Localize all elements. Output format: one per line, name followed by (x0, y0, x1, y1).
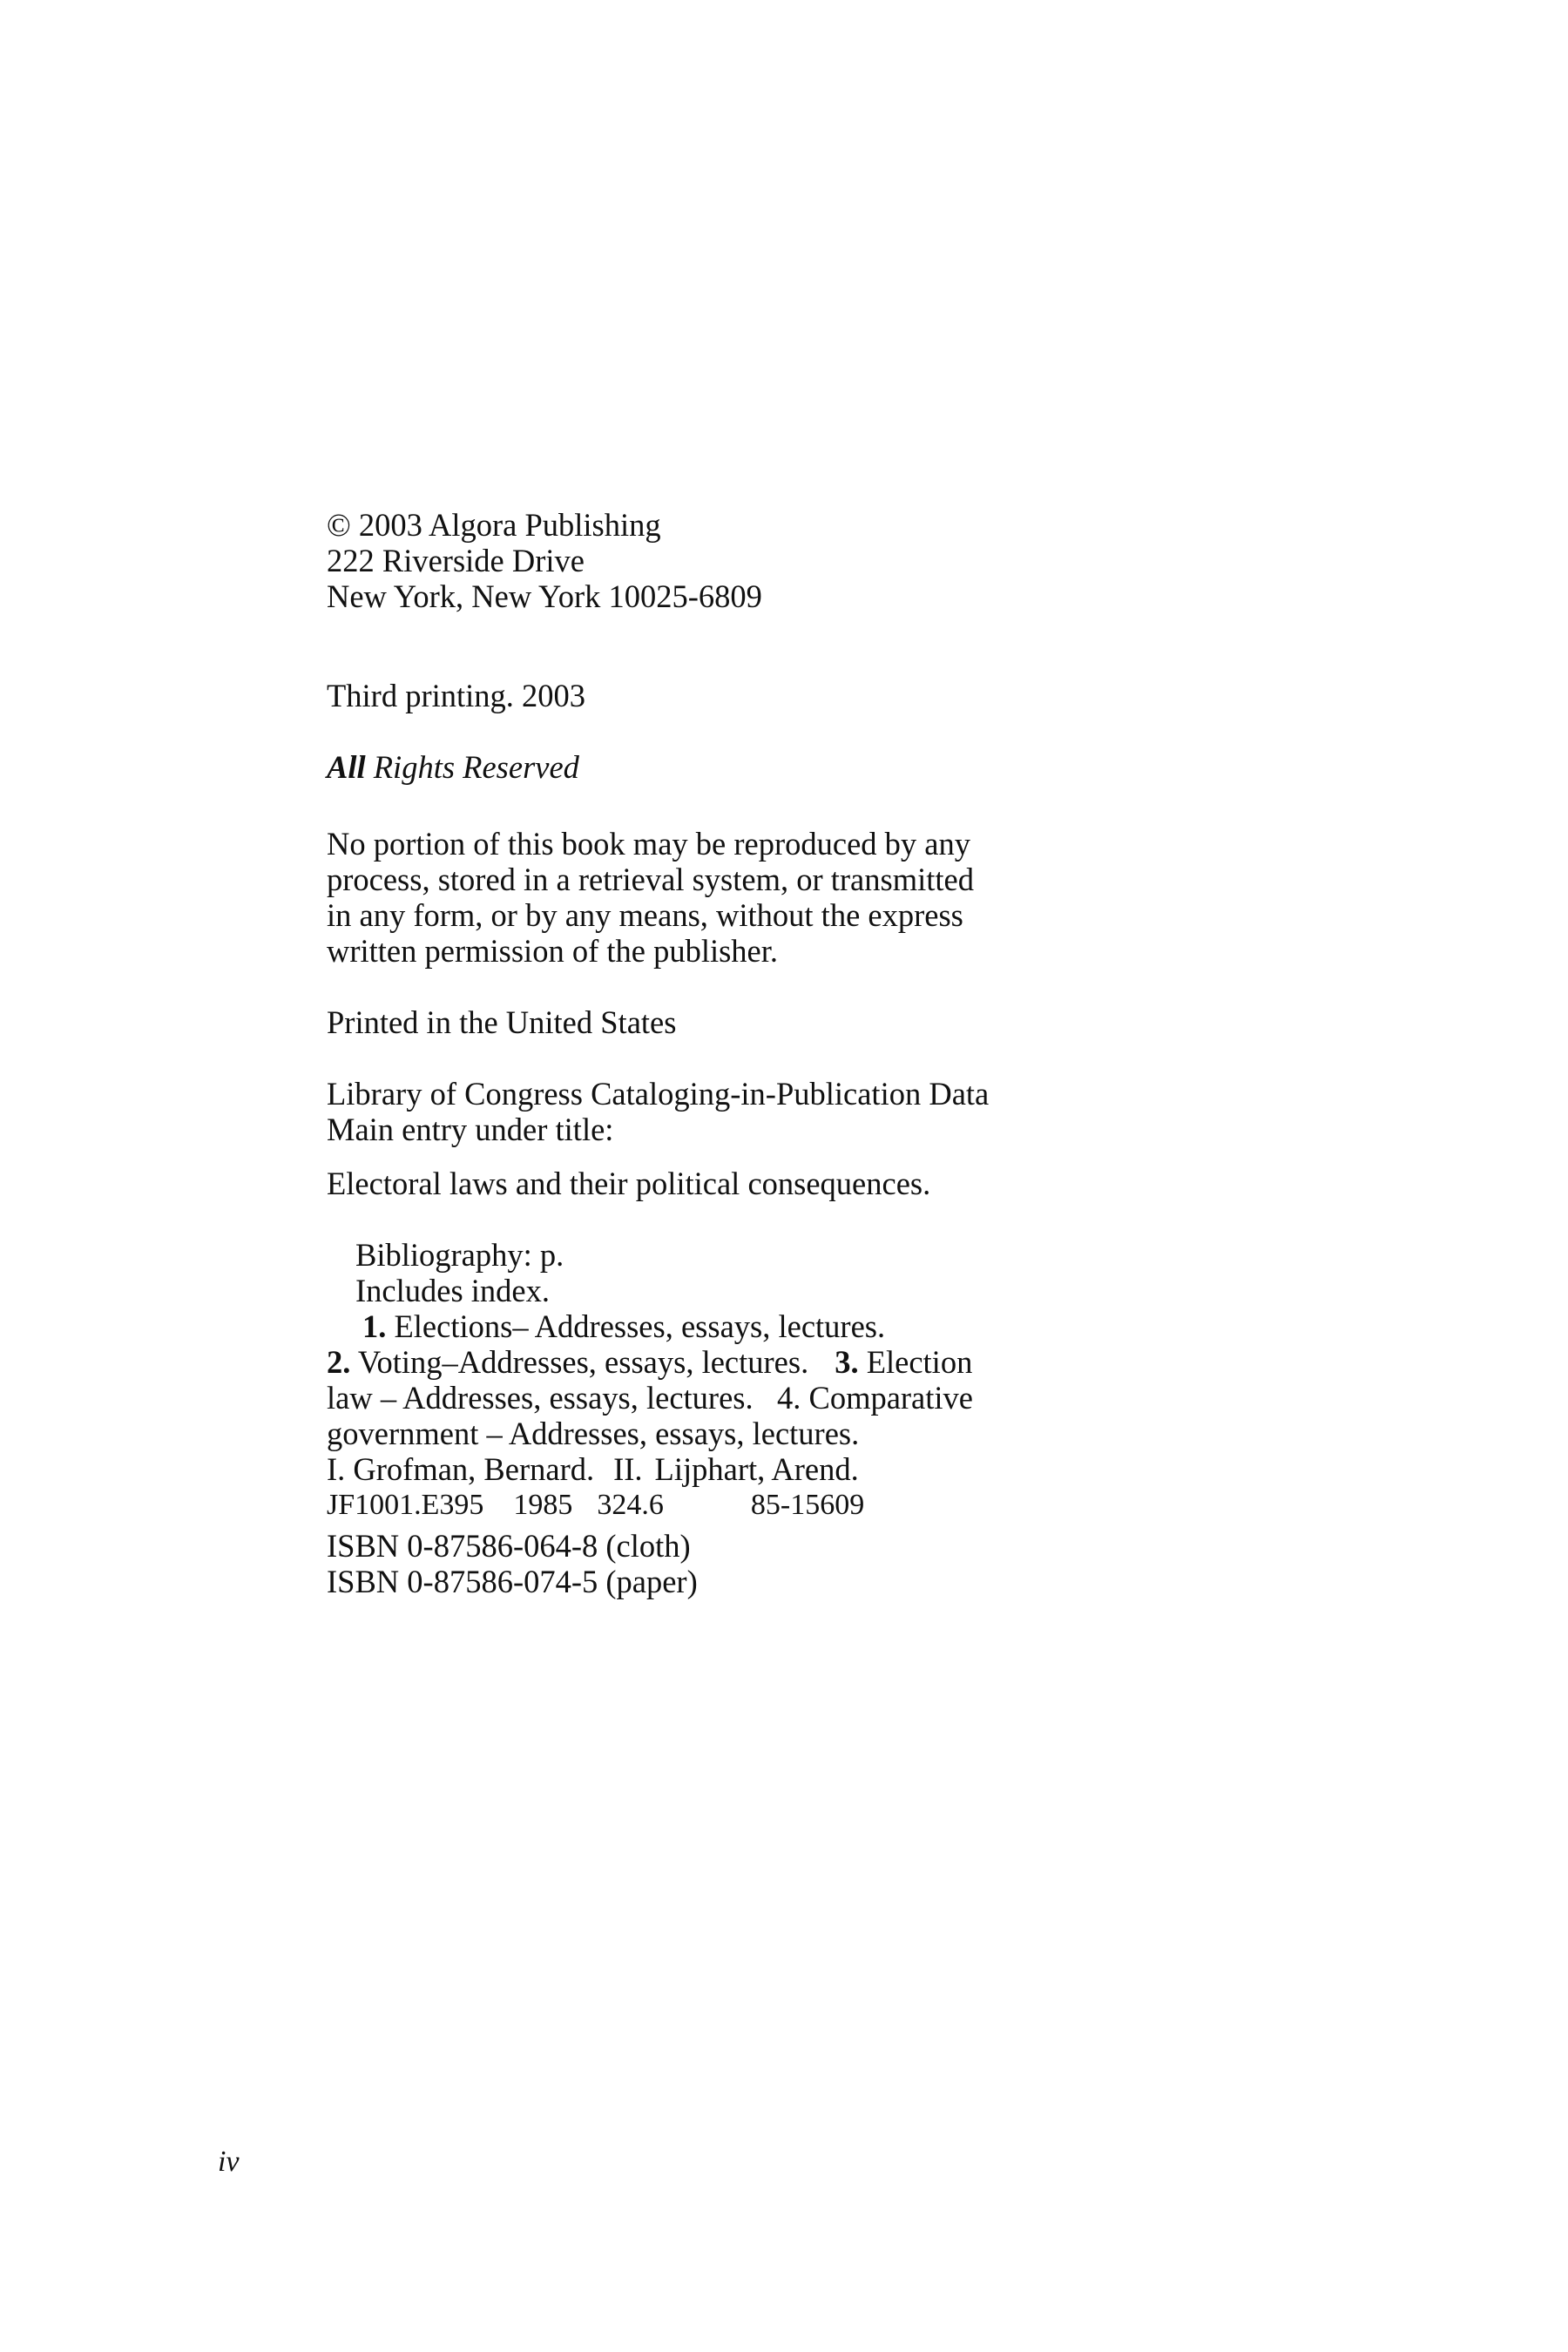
subject-number: 3. (835, 1344, 859, 1380)
page-number: iv (218, 2146, 240, 2178)
cip-title-block (327, 1166, 1198, 1201)
isbn-paper: ISBN 0-87586-074-5 (paper) (327, 1564, 698, 1599)
rights-block (327, 749, 1198, 785)
subject-number: 1. (362, 1308, 387, 1344)
subject-text: Voting–Addresses, essays, lectures. (357, 1344, 809, 1380)
contributor-numeral: II. (613, 1451, 643, 1487)
rights-all: All (327, 749, 366, 785)
cip-subject-1 (327, 1308, 1198, 1344)
contributor-2: Lijphart, Arend. (654, 1451, 859, 1487)
cip-index: Includes index. (355, 1273, 550, 1308)
cip-header (327, 1076, 1198, 1147)
subject-text: Elections– Addresses, essays, lectures. (394, 1308, 886, 1344)
rights-rest: Rights Reserved (373, 749, 579, 785)
notice-line: in any form, or by any means, without the express (327, 897, 963, 933)
publisher-street: 222 Riverside Drive (327, 543, 585, 578)
subject-number: 2. (327, 1344, 351, 1380)
isbn-cloth: ISBN 0-87586-064-8 (cloth) (327, 1528, 691, 1564)
notice-line: No portion of this book may be reproduced by any (327, 826, 970, 862)
call-year: 1985 (513, 1489, 573, 1521)
printed-in-block (327, 1004, 1198, 1040)
notice-line: process, stored in a retrieval system, or transmitted (327, 862, 974, 897)
cip-call-number (327, 1487, 1198, 1523)
reproduction-notice (327, 826, 1198, 969)
rights-line (327, 749, 1198, 785)
cip-heading: Library of Congress Cataloging-in-Publication Data (327, 1076, 990, 1112)
cip-subject-2 (327, 1344, 1198, 1380)
printing-block (327, 678, 1198, 713)
printed-in-line: Printed in the United States (327, 1004, 677, 1040)
cip-subject-line-4: government – Addresses, essays, lectures. (327, 1416, 860, 1451)
lc-call-number: JF1001.E395 (327, 1489, 484, 1521)
contributor-1: I. Grofman, Bernard. (327, 1451, 595, 1487)
printing-line: Third printing. 2003 (327, 678, 586, 713)
cip-details (327, 1237, 1198, 1599)
subject-text: Election (866, 1344, 973, 1380)
lccn: 85-15609 (750, 1489, 865, 1521)
notice-line: written permission of the publisher. (327, 933, 779, 969)
publisher-city: New York, New York 10025-6809 (327, 578, 762, 614)
publisher-block (327, 507, 1198, 614)
dewey-number: 324.6 (597, 1489, 664, 1521)
cip-bibliography: Bibliography: p. (355, 1237, 564, 1273)
cip-title: Electoral laws and their political consequences. (327, 1166, 931, 1201)
cip-subject-line-3: law – Addresses, essays, lectures. 4. Comparative (327, 1380, 973, 1416)
cip-main-entry: Main entry under title: (327, 1112, 614, 1147)
copyright-line: © 2003 Algora Publishing (327, 507, 661, 543)
cip-contributors (327, 1451, 1198, 1487)
